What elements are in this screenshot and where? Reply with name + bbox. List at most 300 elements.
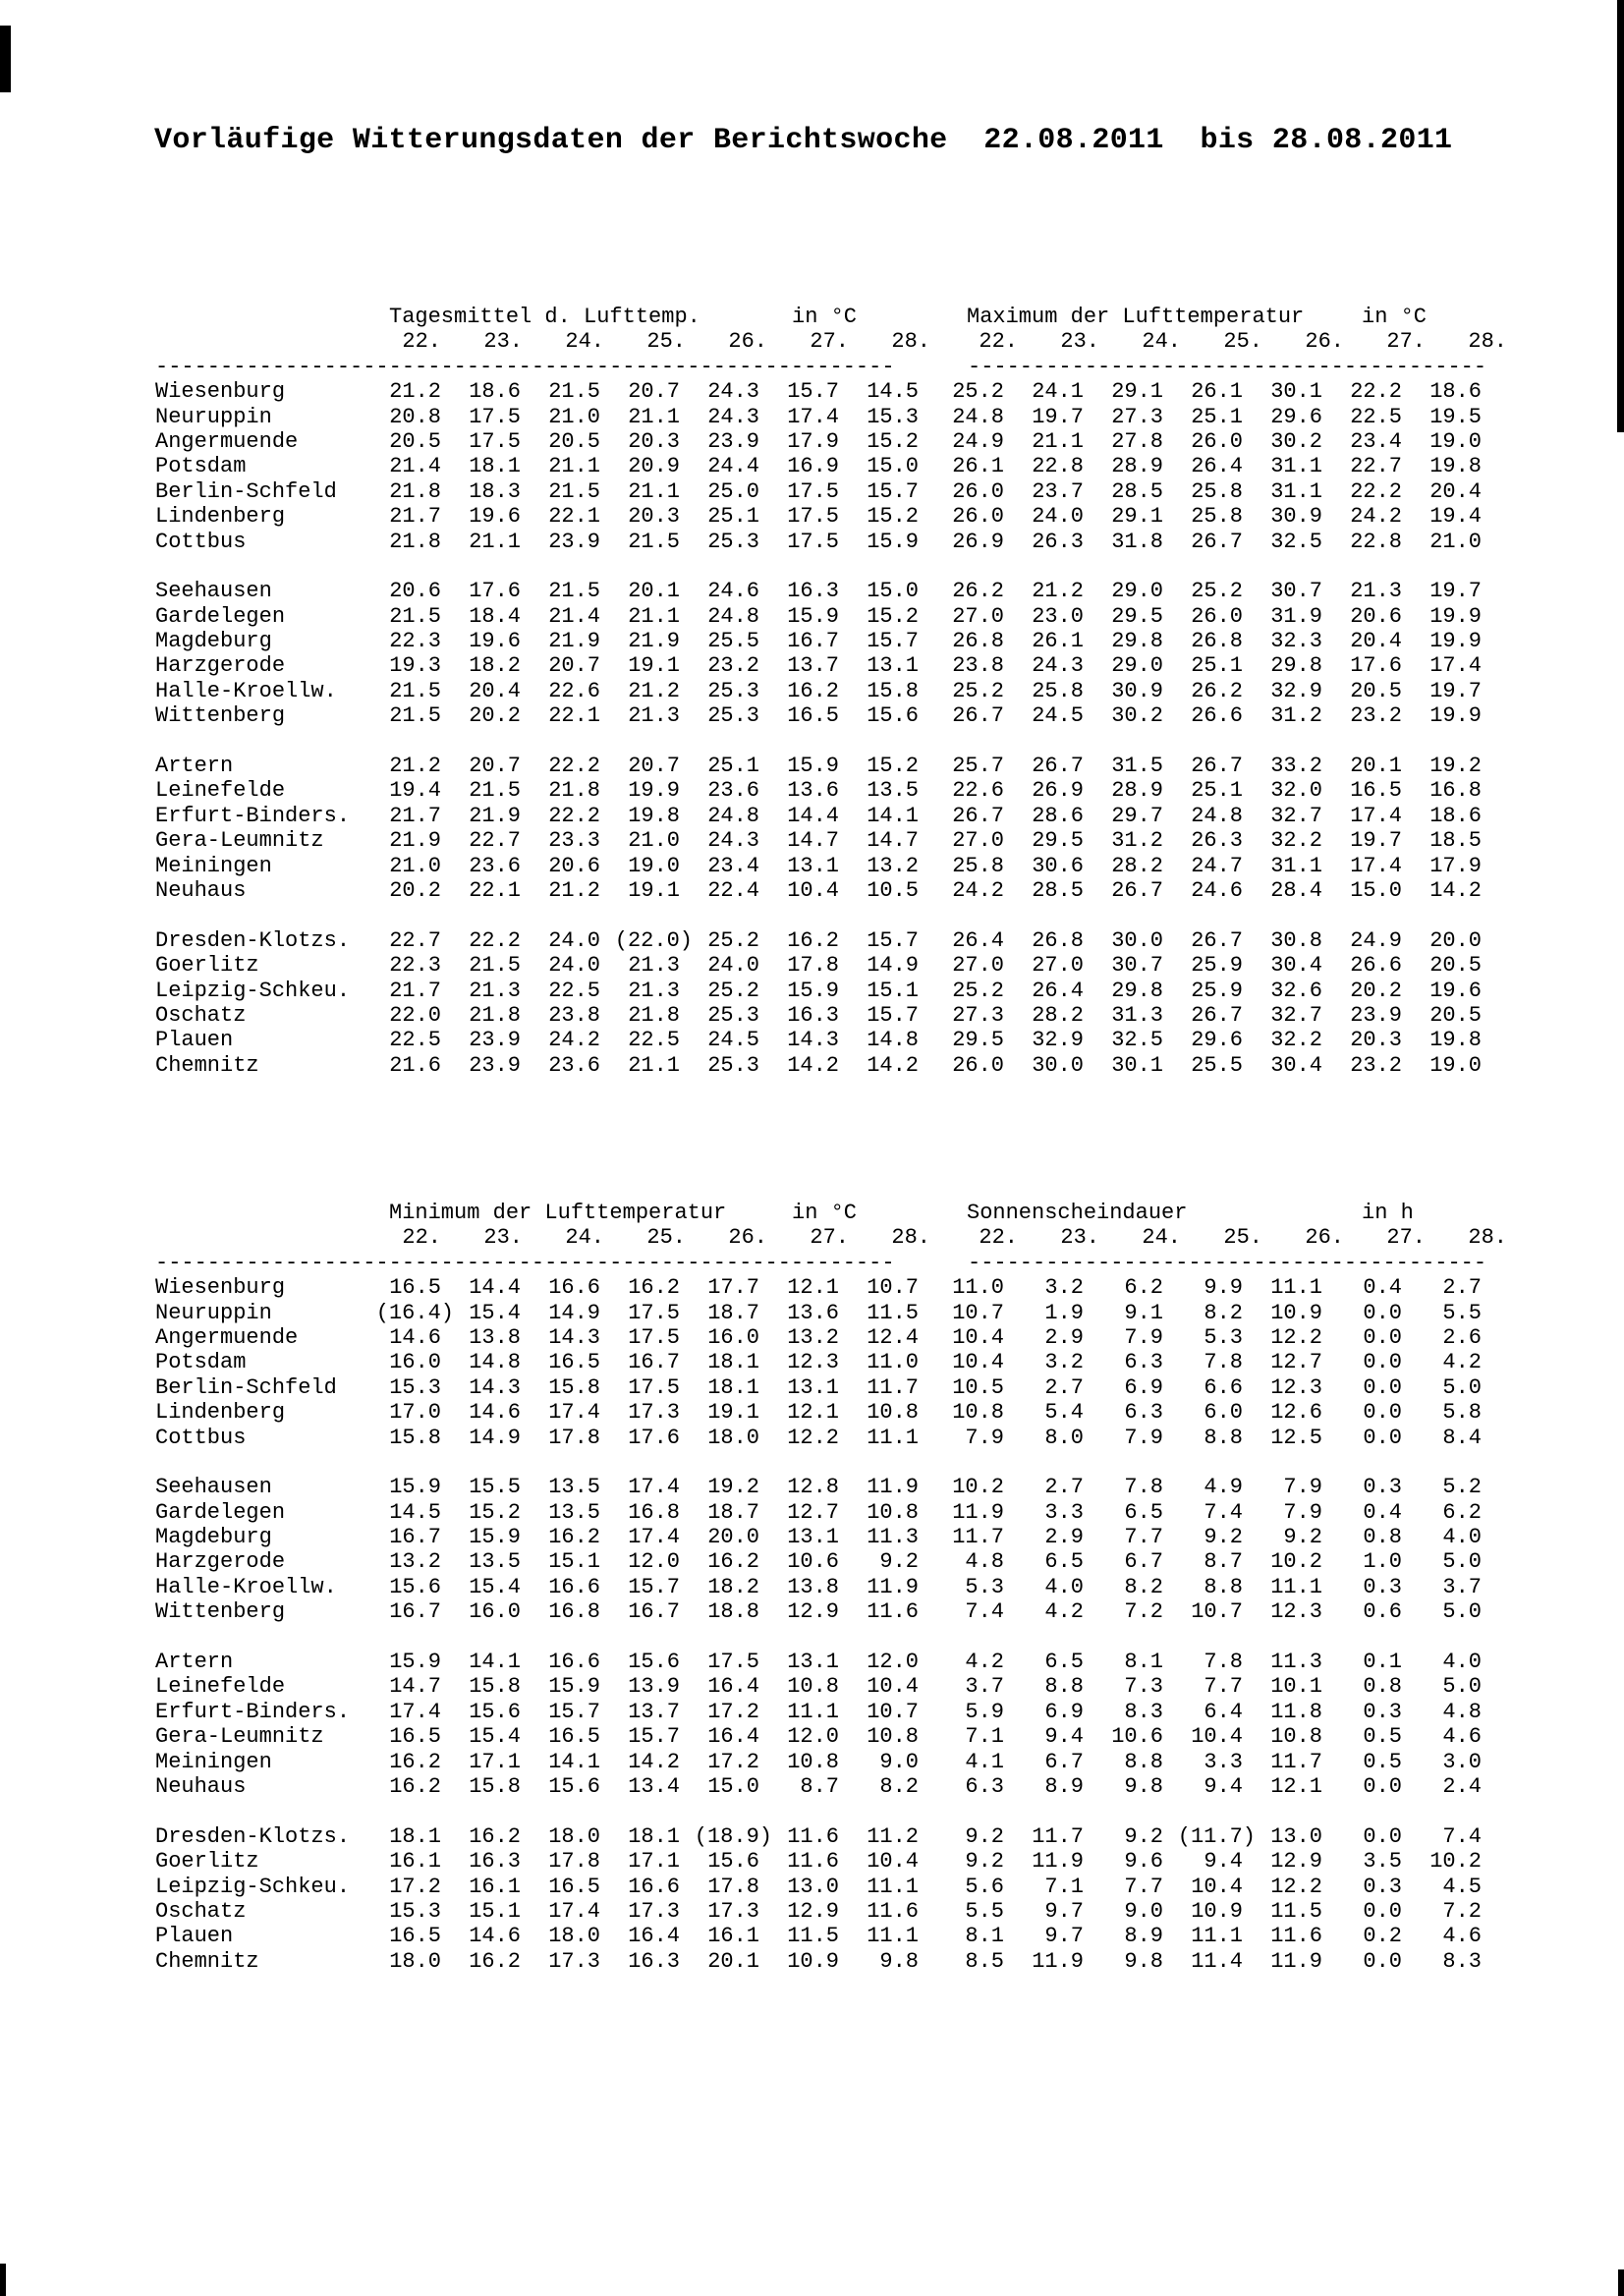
station-name: Potsdam	[155, 1350, 247, 1375]
value-cell: 19.6	[469, 629, 521, 654]
value-cell: 30.9	[1111, 678, 1163, 703]
value-cell: 0.6	[1363, 1599, 1402, 1625]
value-cell: 11.7	[952, 1525, 1004, 1550]
right-section-unit: in °C	[1362, 305, 1428, 329]
value-cell: 15.8	[867, 678, 919, 703]
value-cell: 19.5	[1429, 404, 1482, 429]
value-cell: 17.9	[787, 428, 839, 454]
value-cell: 24.7	[1191, 853, 1243, 878]
value-cell: 20.1	[707, 1948, 759, 1974]
value-cell: 12.3	[1270, 1374, 1322, 1400]
value-cell: 22.2	[548, 754, 600, 779]
value-cell: 26.0	[1191, 603, 1243, 629]
value-cell: 19.7	[1032, 404, 1084, 429]
value-cell: 11.3	[867, 1525, 919, 1550]
value-cell: 26.1	[1032, 629, 1084, 654]
station-name: Meiningen	[155, 853, 272, 878]
station-name: Leinefelde	[155, 778, 286, 804]
value-cell: 21.7	[389, 803, 441, 828]
table-row	[0, 703, 1624, 728]
value-cell: 21.2	[389, 379, 441, 405]
value-cell: 29.7	[1111, 803, 1163, 828]
value-cell: 18.3	[469, 478, 521, 504]
value-cell: 24.9	[1350, 927, 1402, 953]
value-cell: 16.4	[628, 1924, 680, 1949]
value-cell: 0.3	[1363, 1574, 1402, 1599]
station-name: Neuruppin	[155, 404, 272, 429]
day-label: 24.	[565, 329, 604, 355]
value-cell: 30.0	[1032, 1052, 1084, 1078]
table-row	[0, 1875, 1624, 1899]
value-cell: 22.7	[469, 828, 521, 854]
value-cell: 29.8	[1270, 653, 1322, 679]
value-cell: 26.0	[952, 504, 1004, 530]
value-cell: 14.1	[469, 1650, 521, 1675]
value-cell: 21.5	[548, 579, 600, 604]
value-cell: 13.2	[389, 1549, 441, 1575]
day-label: 27.	[810, 329, 849, 355]
value-cell: 21.5	[548, 478, 600, 504]
value-cell: 14.3	[548, 1324, 600, 1350]
station-name: Dresden-Klotzs.	[155, 927, 351, 953]
table-row	[0, 1899, 1624, 1924]
value-cell: 16.2	[469, 1948, 521, 1974]
value-cell: 0.3	[1363, 1475, 1402, 1500]
value-cell: 13.8	[787, 1574, 839, 1599]
value-cell: 0.0	[1363, 1898, 1402, 1924]
value-cell: 18.6	[1429, 379, 1482, 405]
station-name: Gardelegen	[155, 1499, 286, 1525]
value-cell: 22.3	[389, 953, 441, 979]
value-cell: 12.7	[1270, 1350, 1322, 1375]
value-cell: 17.5	[628, 1324, 680, 1350]
value-cell: 19.4	[389, 778, 441, 804]
value-cell: 23.4	[1350, 428, 1402, 454]
value-cell: 17.7	[707, 1275, 759, 1301]
value-cell: 10.8	[787, 1674, 839, 1700]
value-cell: 3.2	[1044, 1275, 1084, 1301]
value-cell: 14.8	[867, 1028, 919, 1053]
value-cell: 26.8	[1032, 927, 1084, 953]
table-row	[0, 1924, 1624, 1948]
value-cell: 29.8	[1111, 978, 1163, 1003]
value-cell: 17.4	[548, 1898, 600, 1924]
value-cell: 11.1	[1270, 1574, 1322, 1599]
value-cell: 22.1	[469, 877, 521, 903]
value-cell: 17.3	[548, 1948, 600, 1974]
value-cell: 31.1	[1270, 454, 1322, 479]
value-cell: 22.5	[628, 1028, 680, 1053]
value-cell: 17.8	[707, 1874, 759, 1899]
value-cell: 21.8	[628, 1002, 680, 1028]
table-row	[0, 1500, 1624, 1525]
scan-artifact-bottom-right	[1618, 2269, 1624, 2296]
table-row	[0, 579, 1624, 603]
value-cell: 22.3	[389, 629, 441, 654]
value-cell: 17.4	[787, 404, 839, 429]
value-cell: 14.2	[787, 1052, 839, 1078]
table-row	[0, 754, 1624, 778]
value-cell: 16.9	[787, 454, 839, 479]
value-cell: 17.5	[469, 404, 521, 429]
value-cell: 29.5	[1111, 603, 1163, 629]
value-cell: 16.7	[389, 1599, 441, 1625]
value-cell: 7.2	[1442, 1898, 1482, 1924]
value-cell: 15.9	[787, 754, 839, 779]
value-cell: 26.3	[1032, 529, 1084, 554]
value-cell: 21.6	[389, 1052, 441, 1078]
value-cell: 14.4	[469, 1275, 521, 1301]
value-cell: 23.8	[952, 653, 1004, 679]
value-cell: 23.8	[548, 1002, 600, 1028]
value-cell: 12.8	[787, 1475, 839, 1500]
value-cell: 32.9	[1032, 1028, 1084, 1053]
day-label: 28.	[1468, 329, 1507, 355]
value-cell: 10.2	[952, 1475, 1004, 1500]
station-name: Neuruppin	[155, 1300, 272, 1325]
value-cell: 9.8	[879, 1948, 919, 1974]
value-cell: 27.3	[1111, 404, 1163, 429]
day-label: 26.	[1305, 329, 1344, 355]
value-cell: 21.0	[628, 828, 680, 854]
value-cell: 20.6	[389, 579, 441, 604]
value-cell: 13.6	[787, 1300, 839, 1325]
value-cell: 19.8	[1429, 454, 1482, 479]
value-cell: 18.1	[707, 1350, 759, 1375]
value-cell: 30.9	[1270, 504, 1322, 530]
value-cell: 9.2	[965, 1849, 1004, 1875]
value-cell: 20.8	[389, 404, 441, 429]
value-cell: 16.5	[787, 703, 839, 729]
value-cell: 21.3	[628, 978, 680, 1003]
value-cell: 8.2	[879, 1773, 919, 1799]
value-cell: 17.4	[628, 1525, 680, 1550]
value-cell: 26.0	[952, 1052, 1004, 1078]
value-cell: 2.7	[1044, 1475, 1084, 1500]
day-label: 26.	[728, 329, 767, 355]
value-cell: 15.7	[548, 1699, 600, 1724]
value-cell: 11.9	[1032, 1849, 1084, 1875]
value-cell: 10.4	[787, 877, 839, 903]
value-cell: 20.4	[469, 678, 521, 703]
separator-dashes-left: ---------------------------------------------------------	[155, 1250, 895, 1275]
value-cell: 18.0	[548, 1924, 600, 1949]
station-name: Leipzig-Schkeu.	[155, 1874, 351, 1899]
value-cell: 12.1	[787, 1275, 839, 1301]
table-row	[0, 1949, 1624, 1974]
value-cell: 25.2	[1191, 579, 1243, 604]
value-cell: 9.2	[1124, 1823, 1163, 1849]
value-cell: 3.5	[1363, 1849, 1402, 1875]
value-cell: 32.9	[1270, 678, 1322, 703]
table-row	[0, 1003, 1624, 1028]
value-cell: 21.9	[548, 629, 600, 654]
value-cell: 11.9	[1032, 1948, 1084, 1974]
value-cell: 13.7	[787, 653, 839, 679]
value-cell: 12.9	[787, 1898, 839, 1924]
day-label: 23.	[483, 1225, 523, 1251]
station-name: Artern	[155, 1650, 234, 1675]
table-row	[0, 878, 1624, 903]
value-cell: 8.2	[1204, 1300, 1243, 1325]
value-cell: 5.6	[965, 1874, 1004, 1899]
value-cell: 24.4	[707, 454, 759, 479]
value-cell: 17.3	[707, 1898, 759, 1924]
value-cell: 26.6	[1350, 953, 1402, 979]
value-cell: 32.0	[1270, 778, 1322, 804]
value-cell: 7.8	[1124, 1475, 1163, 1500]
station-name: Leipzig-Schkeu.	[155, 978, 351, 1003]
value-cell: 27.8	[1111, 428, 1163, 454]
value-cell: 3.7	[965, 1674, 1004, 1700]
value-cell: 19.3	[389, 653, 441, 679]
value-cell: 13.1	[787, 1374, 839, 1400]
value-cell: 5.0	[1442, 1374, 1482, 1400]
value-cell: 8.3	[1124, 1699, 1163, 1724]
value-cell: 30.8	[1270, 927, 1322, 953]
value-cell: 19.2	[1429, 754, 1482, 779]
value-cell: 25.9	[1191, 953, 1243, 979]
value-cell: 8.1	[1124, 1650, 1163, 1675]
value-cell: 16.0	[707, 1324, 759, 1350]
value-cell: 16.2	[787, 927, 839, 953]
value-cell: 6.2	[1124, 1275, 1163, 1301]
table-row	[0, 379, 1624, 404]
value-cell: 21.8	[548, 778, 600, 804]
left-section-unit: in °C	[792, 305, 858, 329]
value-cell: 6.9	[1124, 1374, 1163, 1400]
value-cell: 13.5	[469, 1549, 521, 1575]
value-cell: 5.0	[1442, 1549, 1482, 1575]
value-cell: 10.8	[867, 1724, 919, 1750]
value-cell: 21.1	[628, 1052, 680, 1078]
value-cell: 14.7	[787, 828, 839, 854]
value-cell: 16.6	[628, 1874, 680, 1899]
value-cell: 7.7	[1124, 1874, 1163, 1899]
value-cell: 17.3	[628, 1898, 680, 1924]
value-cell: 18.2	[707, 1574, 759, 1599]
value-cell: 21.2	[389, 754, 441, 779]
value-cell: 17.8	[787, 953, 839, 979]
value-cell: 29.5	[952, 1028, 1004, 1053]
value-cell: 22.6	[952, 778, 1004, 804]
value-cell: 17.9	[1429, 853, 1482, 878]
value-cell: 14.6	[389, 1324, 441, 1350]
value-cell: 6.6	[1204, 1374, 1243, 1400]
station-name: Leinefelde	[155, 1674, 286, 1700]
value-cell: 21.1	[469, 529, 521, 554]
table-min-temperature-and-sunshine	[0, 1201, 1624, 1974]
right-section-title: Maximum der Lufttemperatur	[967, 305, 1305, 329]
value-cell: 20.7	[548, 653, 600, 679]
group-spacer	[0, 1625, 1624, 1650]
day-label: 28.	[891, 1225, 930, 1251]
value-cell: 18.6	[1429, 803, 1482, 828]
value-cell: 32.7	[1270, 803, 1322, 828]
value-cell: 7.9	[1124, 1324, 1163, 1350]
value-cell: 6.7	[1044, 1749, 1084, 1774]
value-cell: 16.1	[389, 1849, 441, 1875]
value-cell: 24.3	[707, 404, 759, 429]
value-cell: 25.0	[707, 478, 759, 504]
value-cell: 15.7	[787, 379, 839, 405]
value-cell: 11.9	[952, 1499, 1004, 1525]
value-cell: 22.6	[548, 678, 600, 703]
value-cell: 20.5	[548, 428, 600, 454]
value-cell: 6.3	[965, 1773, 1004, 1799]
value-cell: 17.5	[707, 1650, 759, 1675]
value-cell: 14.5	[867, 379, 919, 405]
value-cell: 12.0	[628, 1549, 680, 1575]
value-cell: 16.5	[548, 1874, 600, 1899]
table-row	[0, 854, 1624, 878]
value-cell: 16.5	[548, 1724, 600, 1750]
value-cell: 14.7	[389, 1674, 441, 1700]
value-cell: 15.8	[469, 1773, 521, 1799]
value-cell: 29.8	[1111, 629, 1163, 654]
station-name: Potsdam	[155, 454, 247, 479]
value-cell: 10.7	[867, 1699, 919, 1724]
value-cell: 18.1	[469, 454, 521, 479]
table-row	[0, 604, 1624, 629]
value-cell: 16.3	[628, 1948, 680, 1974]
day-label: 28.	[891, 329, 930, 355]
value-cell: 5.3	[1204, 1324, 1243, 1350]
value-cell: 11.7	[1270, 1749, 1322, 1774]
value-cell: 21.3	[628, 953, 680, 979]
value-cell: 26.2	[1191, 678, 1243, 703]
value-cell: 32.2	[1270, 1028, 1322, 1053]
value-cell: 17.2	[707, 1749, 759, 1774]
value-cell: 9.2	[1204, 1525, 1243, 1550]
value-cell: 9.0	[1124, 1898, 1163, 1924]
station-name: Erfurt-Binders.	[155, 1699, 351, 1724]
value-cell: 21.1	[628, 603, 680, 629]
value-cell: 24.2	[548, 1028, 600, 1053]
value-cell: 23.2	[707, 653, 759, 679]
value-cell: 12.0	[867, 1650, 919, 1675]
value-cell: 4.9	[1204, 1475, 1243, 1500]
value-cell: 26.4	[1032, 978, 1084, 1003]
station-name: Lindenberg	[155, 504, 286, 530]
value-cell: 20.3	[628, 504, 680, 530]
parenthesized-value: (18.9)	[694, 1823, 772, 1849]
value-cell: 31.3	[1111, 1002, 1163, 1028]
value-cell: 19.0	[1429, 1052, 1482, 1078]
value-cell: 21.9	[469, 803, 521, 828]
value-cell: 7.7	[1204, 1674, 1243, 1700]
value-cell: 19.2	[707, 1475, 759, 1500]
value-cell: 30.2	[1270, 428, 1322, 454]
value-cell: 6.5	[1124, 1499, 1163, 1525]
value-cell: 19.6	[1429, 978, 1482, 1003]
value-cell: 17.5	[787, 504, 839, 530]
value-cell: 21.1	[628, 478, 680, 504]
value-cell: 10.4	[1191, 1724, 1243, 1750]
value-cell: 7.8	[1204, 1350, 1243, 1375]
value-cell: 18.0	[548, 1823, 600, 1849]
value-cell: 15.6	[548, 1773, 600, 1799]
value-cell: 21.4	[548, 603, 600, 629]
value-cell: 21.5	[469, 953, 521, 979]
value-cell: 15.7	[867, 1002, 919, 1028]
value-cell: 8.8	[1124, 1749, 1163, 1774]
value-cell: 15.9	[787, 603, 839, 629]
value-cell: 22.7	[389, 927, 441, 953]
value-cell: 27.0	[952, 953, 1004, 979]
value-cell: 17.1	[628, 1849, 680, 1875]
value-cell: 18.7	[707, 1499, 759, 1525]
value-cell: 19.9	[1429, 703, 1482, 729]
value-cell: 32.5	[1111, 1028, 1163, 1053]
table-row	[0, 653, 1624, 678]
value-cell: 28.2	[1032, 1002, 1084, 1028]
station-name: Chemnitz	[155, 1948, 259, 1974]
station-name: Wiesenburg	[155, 1275, 286, 1301]
value-cell: 4.1	[965, 1749, 1004, 1774]
value-cell: 31.1	[1270, 478, 1322, 504]
value-cell: 17.5	[628, 1374, 680, 1400]
value-cell: 11.4	[1191, 1948, 1243, 1974]
value-cell: 22.1	[548, 504, 600, 530]
day-label: 23.	[483, 329, 523, 355]
value-cell: 5.0	[1442, 1599, 1482, 1625]
value-cell: 22.2	[1350, 478, 1402, 504]
station-name: Berlin-Schfeld	[155, 478, 337, 504]
value-cell: 17.4	[1350, 853, 1402, 878]
value-cell: 2.4	[1442, 1773, 1482, 1799]
value-cell: 28.9	[1111, 778, 1163, 804]
value-cell: 16.3	[787, 1002, 839, 1028]
value-cell: 15.8	[548, 1374, 600, 1400]
value-cell: 20.5	[1429, 953, 1482, 979]
value-cell: 10.5	[952, 1374, 1004, 1400]
value-cell: 16.5	[389, 1275, 441, 1301]
value-cell: 13.0	[787, 1874, 839, 1899]
table-row	[0, 1475, 1624, 1499]
station-name: Harzgerode	[155, 653, 286, 679]
value-cell: 2.9	[1044, 1525, 1084, 1550]
value-cell: 16.1	[707, 1924, 759, 1949]
value-cell: 4.5	[1442, 1874, 1482, 1899]
value-cell: 20.4	[1350, 629, 1402, 654]
group-spacer	[0, 729, 1624, 754]
value-cell: 23.0	[1032, 603, 1084, 629]
value-cell: 11.5	[867, 1300, 919, 1325]
value-cell: 9.7	[1044, 1898, 1084, 1924]
value-cell: 6.5	[1044, 1650, 1084, 1675]
value-cell: 10.4	[867, 1674, 919, 1700]
value-cell: 21.3	[628, 703, 680, 729]
value-cell: 31.8	[1111, 529, 1163, 554]
value-cell: 12.3	[1270, 1599, 1322, 1625]
value-cell: 14.7	[867, 828, 919, 854]
value-cell: 12.9	[787, 1599, 839, 1625]
station-name: Meiningen	[155, 1749, 272, 1774]
value-cell: 25.1	[1191, 653, 1243, 679]
table-row	[0, 979, 1624, 1003]
value-cell: 13.2	[787, 1324, 839, 1350]
scan-artifact-top-left	[0, 26, 11, 92]
value-cell: 24.0	[707, 953, 759, 979]
table-mean-and-max-temperature	[0, 305, 1624, 1078]
group-spacer	[0, 554, 1624, 579]
value-cell: 16.2	[389, 1773, 441, 1799]
value-cell: 13.1	[787, 853, 839, 878]
value-cell: 23.6	[707, 778, 759, 804]
value-cell: 13.1	[867, 653, 919, 679]
value-cell: 25.3	[707, 1052, 759, 1078]
